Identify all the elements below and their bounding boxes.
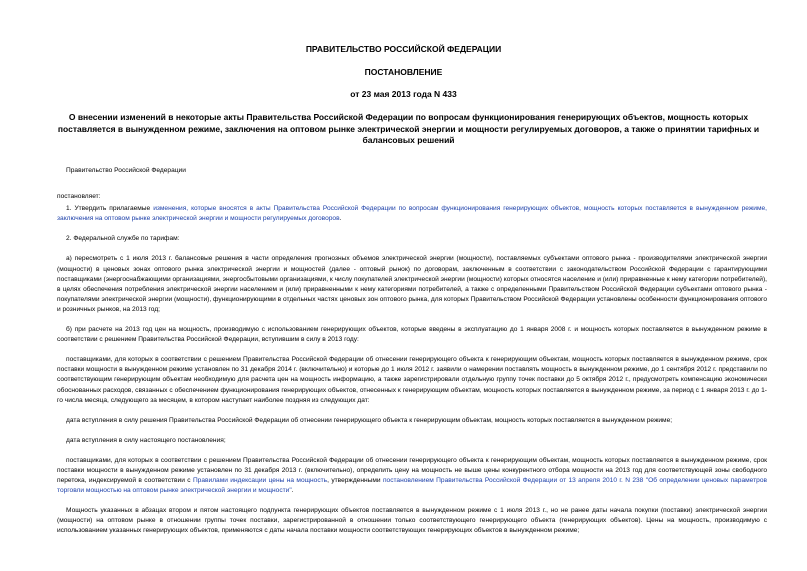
suppliers-2013-paragraph [57,456,767,496]
price-indexation-rules-link[interactable]: Правилами индексации цены на мощность [192,477,328,485]
document-date-number: от 23 мая 2013 года N 433 [350,89,457,99]
suppliers-2013-mid: , утвержденными [327,477,383,485]
subparagraph-a: а) пересмотреть с 1 июля 2013 г. балансовые решения в части определения прогнозных объемов электрической энергии (мощности), поставляемых субъектами оптового рынка - производителями электрической энергии (мощности) в ценовых зонах оптового рынка электрической энергии и мощностей (далее - оптовый рынок) по договорам, заключенным в соответствии с законодательством Российской Федерации с гарантирующими поставщиками (энергоснабжающими организациями, энергосбытовыми организациями, к числу покупателей электрической энергии (мощности) которых относятся население и (или) приравненные к нему категории потребителей), в целях обеспечения потребления электрической энергии населением и (или) приравненными к нему категориями потребителей, а также с определенными Правительством Российской Федерации субъектами оптового рынка - покупателями электрической энергии (мощности), функционирующими в отдельных частях ценовых зон оптового рынка, для которых Правительством Российской Федерации установлены особенности функционирования оптового и розничных рынков, на 2013 год; [57,255,767,313]
paragraph-2: 2. Федеральной службе по тарифам: [66,235,180,243]
amendments-link[interactable]: изменения, которые вносятся в акты Правительства Российской Федерации по вопросам функционирования генерирующих объектов, мощность которых поставляется в вынужденном режиме, заключения на оптовом рынке электрической энергии и мощности регулируемых договоров [57,205,767,223]
paragraph-1 [57,204,767,224]
capacity-paragraph: Мощность указанных в абзацах втором и пятом настоящего подпункта генерирующих объектов поставляется в вынужденном режиме с 1 июля 2013 г., но не ранее даты начала покупки (поставки) электрической энергии (мощности) на оптовом рынке в отношении группы точек поставки, зарегистрированной в отношении только соответствующего генерирующего объекта (генерирующих объектов). Цены на мощность, производимую с использованием указанных генерирующих объектов, применяются с даты начала поставки мощности соответствующих генерирующих объектов в вынужденном режиме; [57,507,767,535]
suppliers-2013-pre: поставщиками, для которых в соответствии с решением Правительства Российской Федерации об отнесении генерирующего объекта к генерирующим объектам, мощность которых поставляется в вынужденном режиме, срок поставки мощности в вынужденном режиме установлен по 31 декабря 2013 г. (включительно), определить цену на мощность не выше цены конкурентного отбора мощности на 2013 год для соответствующей зоны свободного перетока, индексируемой в соответствии с [57,456,767,485]
government-heading: ПРАВИТЕЛЬСТВО РОССИЙСКОЙ ФЕДЕРАЦИИ [305,44,502,54]
document-title: О внесении изменений в некоторые акты Правительства Российской Федерации по вопросам функционирования генерирующих объектов, мощность которых поставляется в вынужденном режиме, заключения на оптовом рынке электрической энергии и мощности регулируемых договоров, а также о принятии тарифных и балансовых решений [57,112,760,145]
document-body [57,166,767,547]
date-decision-paragraph: дата вступления в силу решения Правительства Российской Федерации об отнесении генерирующего объекта к генерирующим объектам, мощность которых поставляется в вынужденном режиме; [66,416,673,424]
subparagraph-b: б) при расчете на 2013 год цен на мощность, производимую с использованием генерирующих объектов, которые введены в эксплуатацию до 1 января 2008 г. и мощность которых поставляется в вынужденном режиме в соответствии с решением Правительства Российской Федерации, вступившим в силу в 2013 году: [57,326,767,344]
paragraph-1-pre: 1. Утвердить прилагаемые [66,205,154,213]
resolves-paragraph: постановляет: [57,193,101,201]
date-resolution-paragraph: дата вступления в силу настоящего постановления; [66,436,226,444]
suppliers-2013-post: . [291,487,294,495]
resolution-238-link[interactable]: постановлением Правительства Российской Федерации от 13 апреля 2010 г. N 238 "Об определении ценовых параметров торговли мощностью на оптовом рынке электрической энергии и мощности" [57,477,767,495]
document-type-heading: ПОСТАНОВЛЕНИЕ [364,67,443,77]
issuer-paragraph: Правительство Российской Федерации [66,167,186,174]
paragraph-1-post: . [339,215,342,223]
suppliers-2014-paragraph: поставщиками, для которых в соответствии с решением Правительства Российской Федерации об отнесении генерирующего объекта к генерирующим объектам, мощность которых поставляется в вынужденном режиме, срок поставки мощности в вынужденном режиме установлен по 31 декабря 2014 г. (включительно) и которые до 1 июля 2012 г. заявили о намерении поставлять мощность в вынужденном режиме, до 1 сентября 2012 г. представили по соответствующим генерирующим объектам необходимую для расчета цен на мощность информацию, а также зарегистрировали отдельную группу точек поставки до 5 октября 2012 г., предусмотреть компенсацию экономически обоснованных расходов, связанных с обеспечением функционирования генерирующих объектов, отнесенных к генерирующим объектам, мощность которых поставляется в вынужденном режиме, за период с 1 января 2013 г. до 1-го числа месяца, следующего за месяцем, в котором наступает наиболее поздняя из следующих дат: [57,356,767,404]
